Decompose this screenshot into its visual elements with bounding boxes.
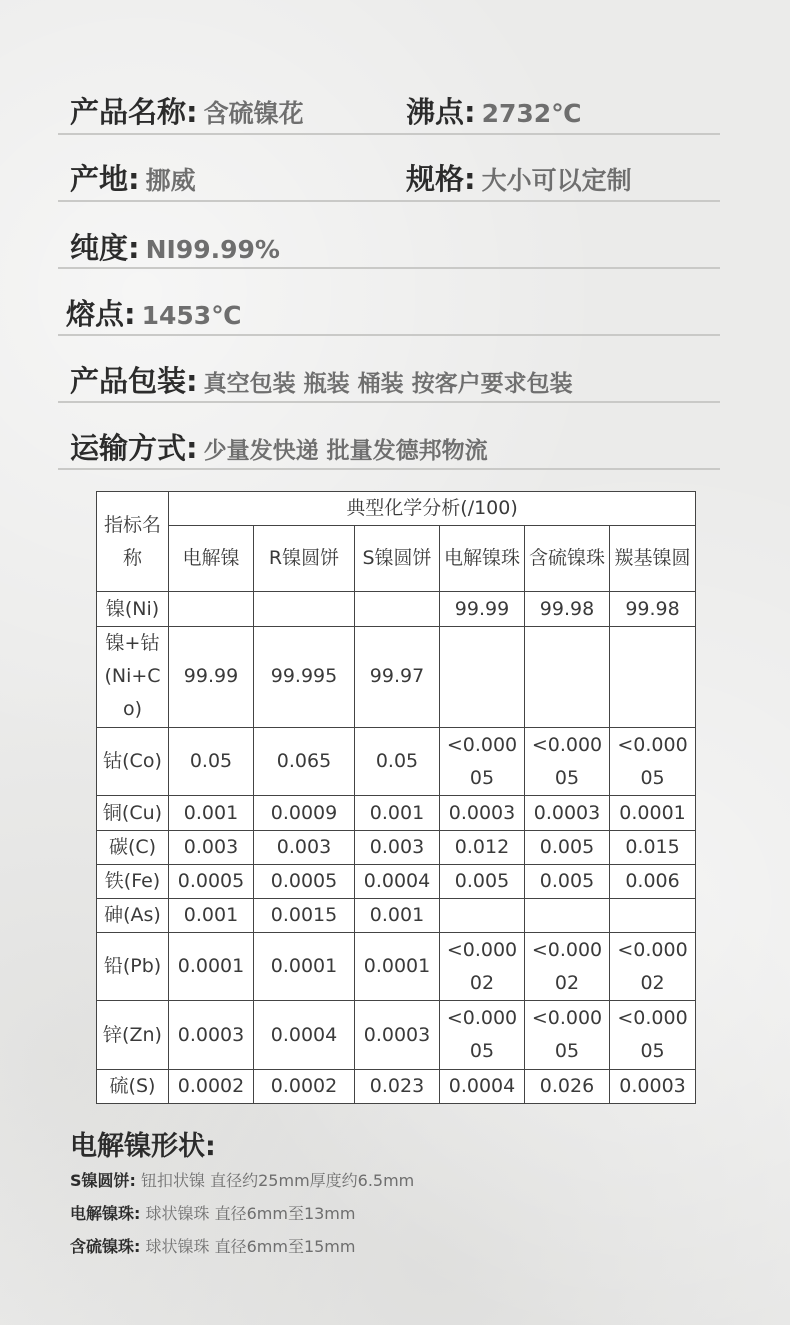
value-cell: 0.0001 — [169, 933, 254, 1001]
colon: : — [464, 95, 476, 129]
value-cell — [610, 626, 696, 727]
melting-point-label: 熔点 — [66, 297, 125, 331]
value-cell: 0.005 — [525, 864, 610, 898]
shape-item — [70, 1168, 414, 1191]
origin-value: 挪威 — [145, 166, 196, 195]
shape-item-label: S镍圆饼: — [70, 1171, 136, 1190]
value-cell: 0.05 — [169, 728, 254, 796]
column-header: 含硫镍珠 — [525, 526, 610, 592]
value-cell: 99.98 — [525, 592, 610, 626]
table-row — [97, 796, 696, 830]
product-name-value: 含硫镍花 — [203, 99, 304, 128]
table-body — [97, 492, 696, 1104]
value-cell — [440, 626, 525, 727]
table-row — [97, 626, 696, 727]
info-row-divider — [58, 468, 720, 470]
value-cell: 99.995 — [254, 626, 355, 727]
column-header: 羰基镍圆 — [610, 526, 696, 592]
value-cell: 0.003 — [169, 830, 254, 864]
value-cell: <0.00002 — [440, 933, 525, 1001]
product-name-field — [70, 90, 304, 131]
colon: : — [464, 162, 476, 196]
info-row-divider — [58, 401, 720, 403]
value-cell: 0.001 — [169, 898, 254, 932]
spec-label: 规格 — [406, 162, 465, 196]
value-cell: 0.0003 — [525, 796, 610, 830]
colon: : — [186, 95, 198, 129]
row-label-cell: 镍+钴(Ni+Co) — [97, 626, 169, 727]
value-cell: <0.00005 — [610, 728, 696, 796]
table-row — [97, 898, 696, 932]
value-cell: 0.012 — [440, 830, 525, 864]
origin-label: 产地 — [70, 162, 129, 196]
shipping-label: 运输方式 — [70, 431, 187, 465]
value-cell — [525, 898, 610, 932]
value-cell: 0.0005 — [169, 864, 254, 898]
purity-field — [70, 226, 280, 267]
value-cell: <0.00005 — [525, 1001, 610, 1069]
value-cell — [525, 626, 610, 727]
value-cell — [355, 592, 440, 626]
boiling-point-label: 沸点 — [406, 95, 465, 129]
header-group-cell: 典型化学分析(/100) — [169, 492, 696, 526]
value-cell: 0.0015 — [254, 898, 355, 932]
value-cell: 0.003 — [254, 830, 355, 864]
spec-field — [406, 157, 632, 198]
column-header: 电解镍珠 — [440, 526, 525, 592]
row-label-cell: 铜(Cu) — [97, 796, 169, 830]
table-row — [97, 1001, 696, 1069]
header-index-text: 指标名称 — [103, 513, 161, 569]
value-cell: 0.0003 — [440, 796, 525, 830]
value-cell: 0.0004 — [355, 864, 440, 898]
colon: : — [186, 364, 198, 398]
table-row — [97, 592, 696, 626]
shape-item-desc: 球状镍珠 直径6mm至15mm — [145, 1237, 356, 1256]
row-label-cell: 镍(Ni) — [97, 592, 169, 626]
boiling-point-value: 2732℃ — [481, 99, 582, 128]
value-cell: <0.00005 — [440, 728, 525, 796]
column-header: 电解镍 — [169, 526, 254, 592]
value-cell — [610, 898, 696, 932]
value-cell: 0.005 — [440, 864, 525, 898]
row-label-cell: 砷(As) — [97, 898, 169, 932]
value-cell: 0.001 — [355, 898, 440, 932]
product-name-label: 产品名称 — [70, 95, 187, 129]
row-label-cell: 硫(S) — [97, 1069, 169, 1103]
colon: : — [186, 431, 198, 465]
value-cell: 99.97 — [355, 626, 440, 727]
value-cell: 0.0003 — [610, 1069, 696, 1103]
value-cell: <0.00005 — [610, 1001, 696, 1069]
melting-point-field — [66, 292, 241, 333]
purity-value: NI99.99% — [145, 235, 280, 264]
purity-label: 纯度 — [70, 231, 129, 265]
packaging-label: 产品包装 — [70, 364, 187, 398]
table-row — [97, 1069, 696, 1103]
row-label-cell: 碳(C) — [97, 830, 169, 864]
value-cell: 0.001 — [355, 796, 440, 830]
shape-item — [70, 1201, 355, 1224]
info-row-divider — [58, 133, 720, 135]
shape-item — [70, 1234, 355, 1257]
value-cell: 0.0003 — [169, 1001, 254, 1069]
value-cell: 0.0001 — [610, 796, 696, 830]
table-header-row — [97, 492, 696, 526]
row-label-cell: 铁(Fe) — [97, 864, 169, 898]
value-cell: 0.023 — [355, 1069, 440, 1103]
table-row — [97, 933, 696, 1001]
value-cell: 0.015 — [610, 830, 696, 864]
row-label-cell: 锌(Zn) — [97, 1001, 169, 1069]
table-row — [97, 864, 696, 898]
value-cell — [440, 898, 525, 932]
packaging-value: 真空包装 瓶装 桶装 按客户要求包装 — [203, 371, 573, 397]
colon: : — [124, 297, 136, 331]
value-cell: 0.0002 — [254, 1069, 355, 1103]
table-row — [97, 728, 696, 796]
value-cell: 0.0005 — [254, 864, 355, 898]
value-cell: 0.0004 — [440, 1069, 525, 1103]
value-cell: <0.00002 — [525, 933, 610, 1001]
column-header: S镍圆饼 — [355, 526, 440, 592]
value-cell: 0.0003 — [355, 1001, 440, 1069]
value-cell: 0.0001 — [254, 933, 355, 1001]
table-column-header-row — [97, 526, 696, 592]
boiling-point-field — [406, 90, 581, 131]
value-cell: 0.065 — [254, 728, 355, 796]
info-row-divider — [58, 267, 720, 269]
value-cell: 99.99 — [169, 626, 254, 727]
value-cell: 0.0009 — [254, 796, 355, 830]
colon: : — [128, 231, 140, 265]
table-row — [97, 830, 696, 864]
value-cell: <0.00002 — [610, 933, 696, 1001]
value-cell: 0.05 — [355, 728, 440, 796]
value-cell: 99.99 — [440, 592, 525, 626]
spec-value: 大小可以定制 — [481, 166, 632, 195]
shape-item-label: 电解镍珠: — [70, 1204, 141, 1223]
value-cell — [254, 592, 355, 626]
shape-item-desc: 钮扣状镍 直径约25mm厚度约6.5mm — [141, 1171, 415, 1190]
colon: : — [128, 162, 140, 196]
value-cell: 0.005 — [525, 830, 610, 864]
origin-field — [70, 157, 196, 198]
value-cell: 0.0004 — [254, 1001, 355, 1069]
value-cell: 0.0002 — [169, 1069, 254, 1103]
shape-section-title: 电解镍形状: — [70, 1131, 216, 1162]
value-cell: <0.00005 — [440, 1001, 525, 1069]
shape-item-label: 含硫镍珠: — [70, 1237, 141, 1256]
header-index-cell — [97, 492, 169, 592]
value-cell — [169, 592, 254, 626]
value-cell: 0.003 — [355, 830, 440, 864]
info-row-divider — [58, 334, 720, 336]
melting-point-value: 1453℃ — [141, 301, 242, 330]
row-label-cell: 钴(Co) — [97, 728, 169, 796]
value-cell: 99.98 — [610, 592, 696, 626]
packaging-field — [70, 359, 573, 400]
value-cell: <0.00005 — [525, 728, 610, 796]
value-cell: 0.0001 — [355, 933, 440, 1001]
chemical-analysis-table — [96, 491, 696, 1104]
row-label-cell: 铅(Pb) — [97, 933, 169, 1001]
column-header: R镍圆饼 — [254, 526, 355, 592]
value-cell: 0.001 — [169, 796, 254, 830]
shape-item-desc: 球状镍珠 直径6mm至13mm — [145, 1204, 356, 1223]
value-cell: 0.006 — [610, 864, 696, 898]
value-cell: 0.026 — [525, 1069, 610, 1103]
shipping-value: 少量发快递 批量发德邦物流 — [203, 438, 488, 464]
shipping-field — [70, 426, 488, 467]
info-row-divider — [58, 200, 720, 202]
